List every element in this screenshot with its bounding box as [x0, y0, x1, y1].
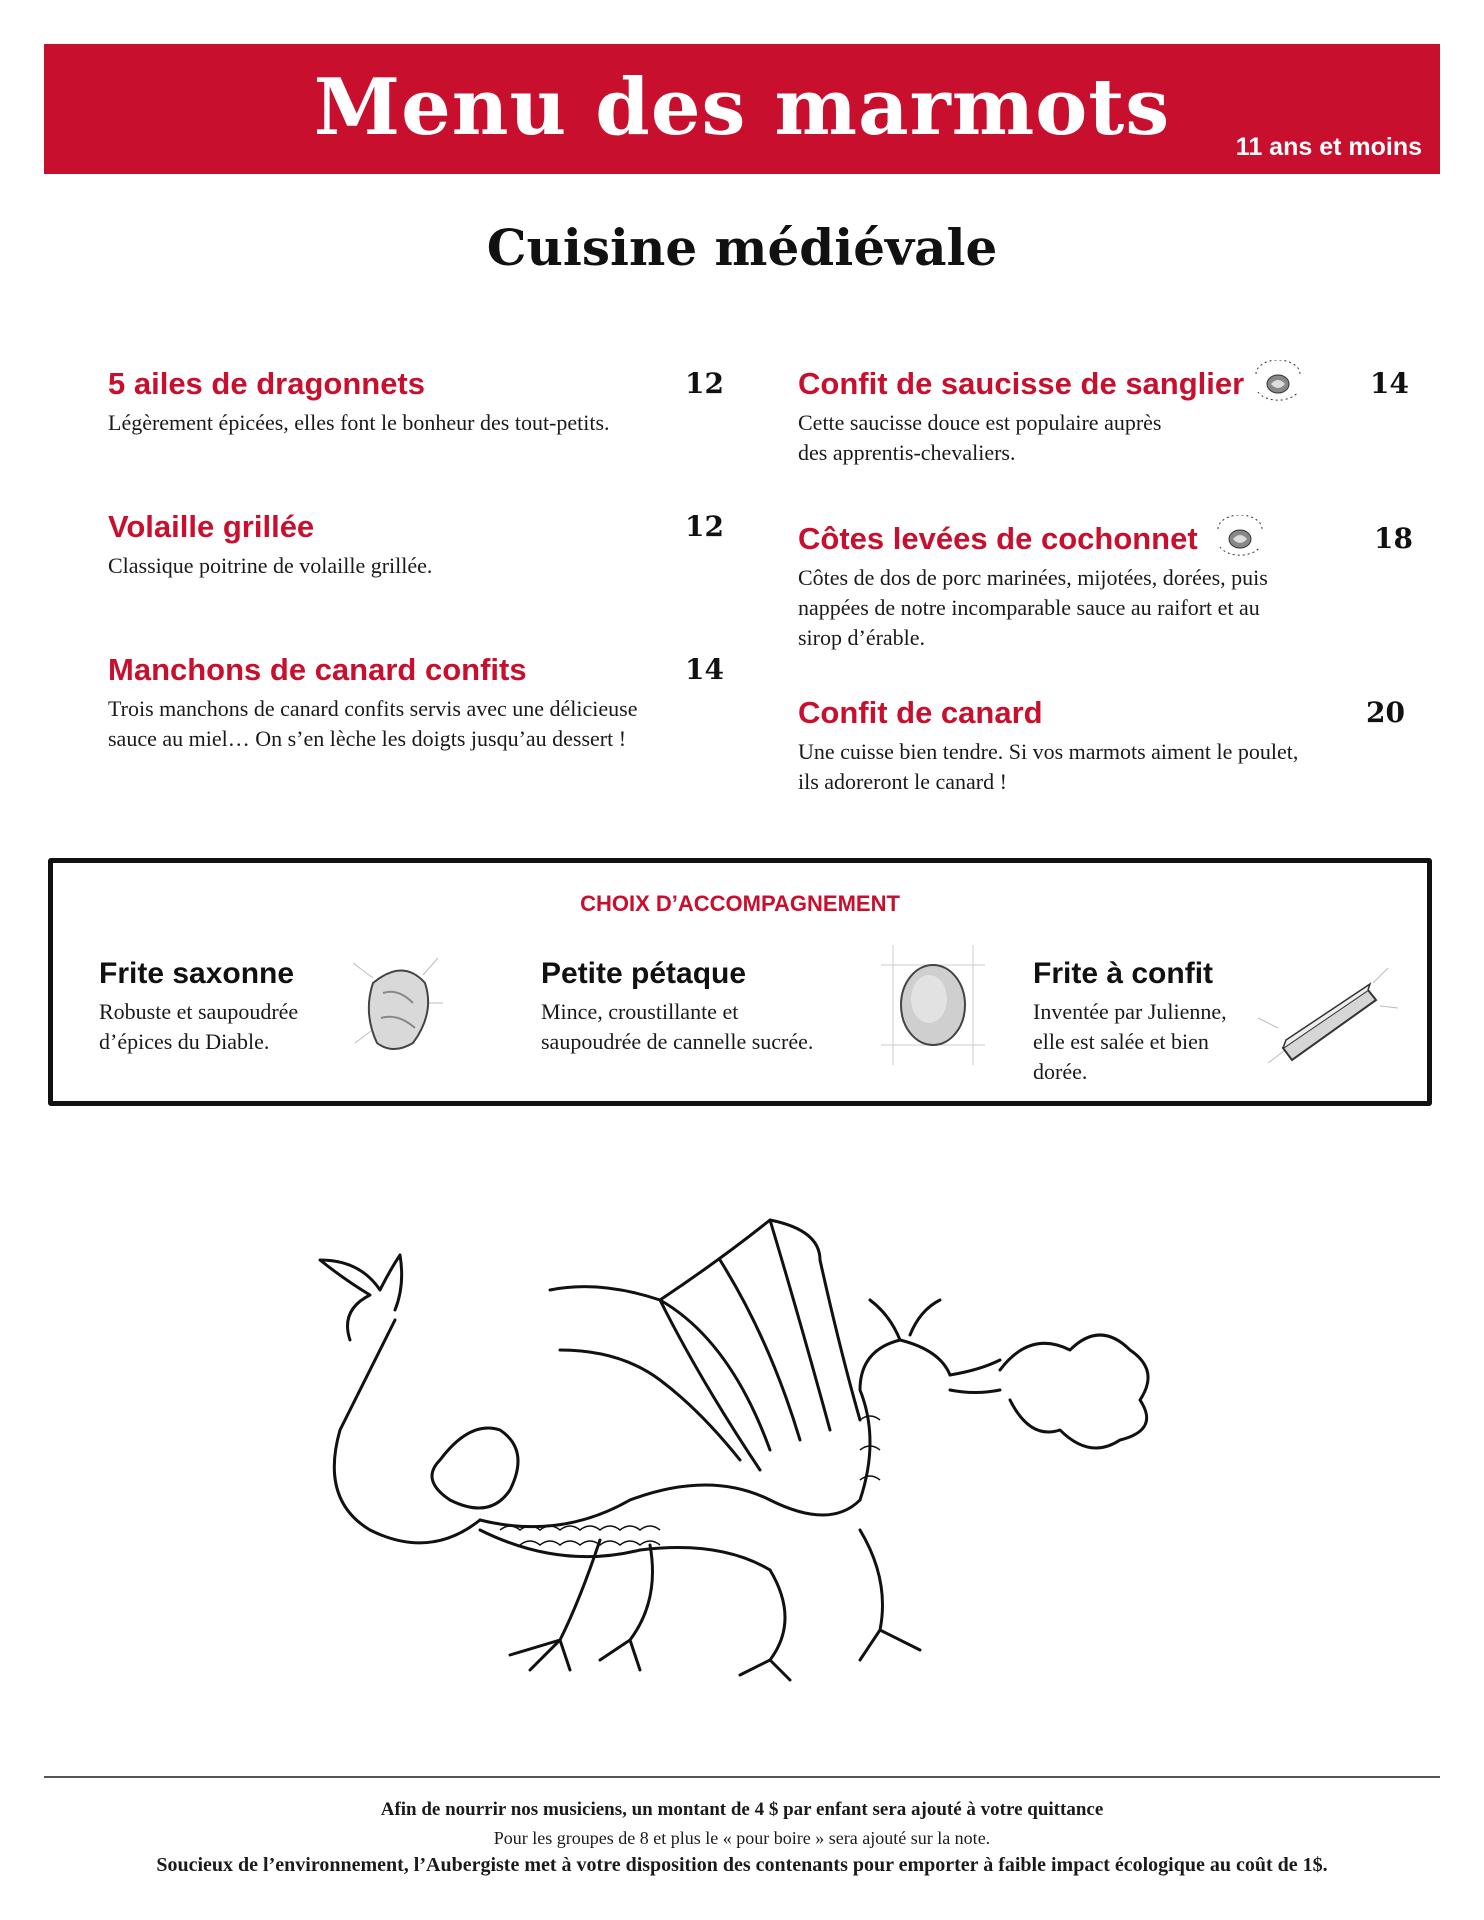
side-description: Mince, croustillante et saupoudrée de cannelle sucrée.: [541, 999, 814, 1054]
aliments-quebec-logo-icon: [1250, 360, 1306, 404]
potato-chip-icon: [873, 935, 993, 1075]
footer-divider: [44, 1776, 1440, 1778]
footer-tip-note: Pour les groupes de 8 et plus le « pour boire » sera ajouté sur la note.: [493, 1828, 991, 1848]
side-item: [99, 955, 298, 1057]
aliments-quebec-logo-icon: [1212, 515, 1268, 559]
item-name: Côtes levées de cochonnet: [798, 521, 1198, 556]
item-price: 12: [685, 510, 724, 543]
item-price: 14: [685, 653, 724, 686]
item-name: 5 ailes de dragonnets: [108, 366, 425, 401]
header-banner: [44, 44, 1440, 174]
item-price: 18: [1374, 522, 1413, 555]
menu-item: [108, 364, 724, 438]
menu-item: [798, 364, 1418, 468]
menu-item: [798, 693, 1418, 797]
item-description: Cette saucisse douce est populaire auprès des apprentis-chevaliers.: [798, 410, 1162, 465]
item-name: Confit de canard: [798, 695, 1043, 730]
side-description: Robuste et saupoudrée d’épices du Diable.: [99, 999, 299, 1054]
item-name: Confit de saucisse de sanglier: [798, 366, 1245, 401]
item-description: Trois manchons de canard confits servis avec une délicieuse sauce au miel… On s’en lèche les doigts jusqu’au dessert !: [108, 696, 638, 751]
item-name: Volaille grillée: [108, 509, 315, 544]
potato-wedge-icon: [343, 943, 453, 1063]
menu-item: [108, 650, 748, 754]
item-description: Légèrement épicées, elles font le bonheur des tout-petits.: [108, 410, 610, 435]
item-price: 20: [1366, 696, 1405, 729]
side-description: Inventée par Julienne, elle est salée et bien dorée.: [1033, 999, 1227, 1084]
item-price: 12: [685, 367, 724, 400]
side-name: Frite saxonne: [99, 957, 295, 990]
dragon-icon: [300, 1200, 1180, 1720]
item-name: Manchons de canard confits: [108, 652, 527, 687]
footer-musicians-note: Afin de nourrir nos musiciens, un montant de 4 $ par enfant sera ajouté à votre quittance: [380, 1799, 1104, 1820]
item-price: 14: [1370, 367, 1409, 400]
sides-heading: CHOIX D’ACCOMPAGNEMENT: [580, 891, 900, 916]
menu-item: [108, 507, 724, 581]
french-fry-icon: [1248, 948, 1408, 1078]
footer-environment-note: Soucieux de l’environnement, l’Aubergiste met à votre disposition des contenants pour emporter à faible impact écologique au coût de 1$.: [156, 1854, 1328, 1876]
item-description: Côtes de dos de porc marinées, mijotées, dorées, puis nappées de notre incomparable sauce au raifort et au sirop d’érable.: [798, 565, 1268, 650]
page-title: Menu des marmots: [313, 62, 1171, 153]
item-description: Classique poitrine de volaille grillée.: [108, 553, 433, 578]
section-subtitle: Cuisine médiévale: [486, 218, 998, 277]
age-note: 11 ans et moins: [1235, 133, 1422, 161]
side-name: Frite à confit: [1033, 957, 1214, 990]
side-item: [541, 955, 813, 1057]
item-description: Une cuisse bien tendre. Si vos marmots aiment le poulet, ils adoreront le canard !: [798, 739, 1299, 794]
side-item: [1033, 955, 1227, 1087]
sides-box: [48, 858, 1432, 1106]
side-name: Petite pétaque: [541, 957, 747, 990]
menu-item: [798, 519, 1418, 653]
